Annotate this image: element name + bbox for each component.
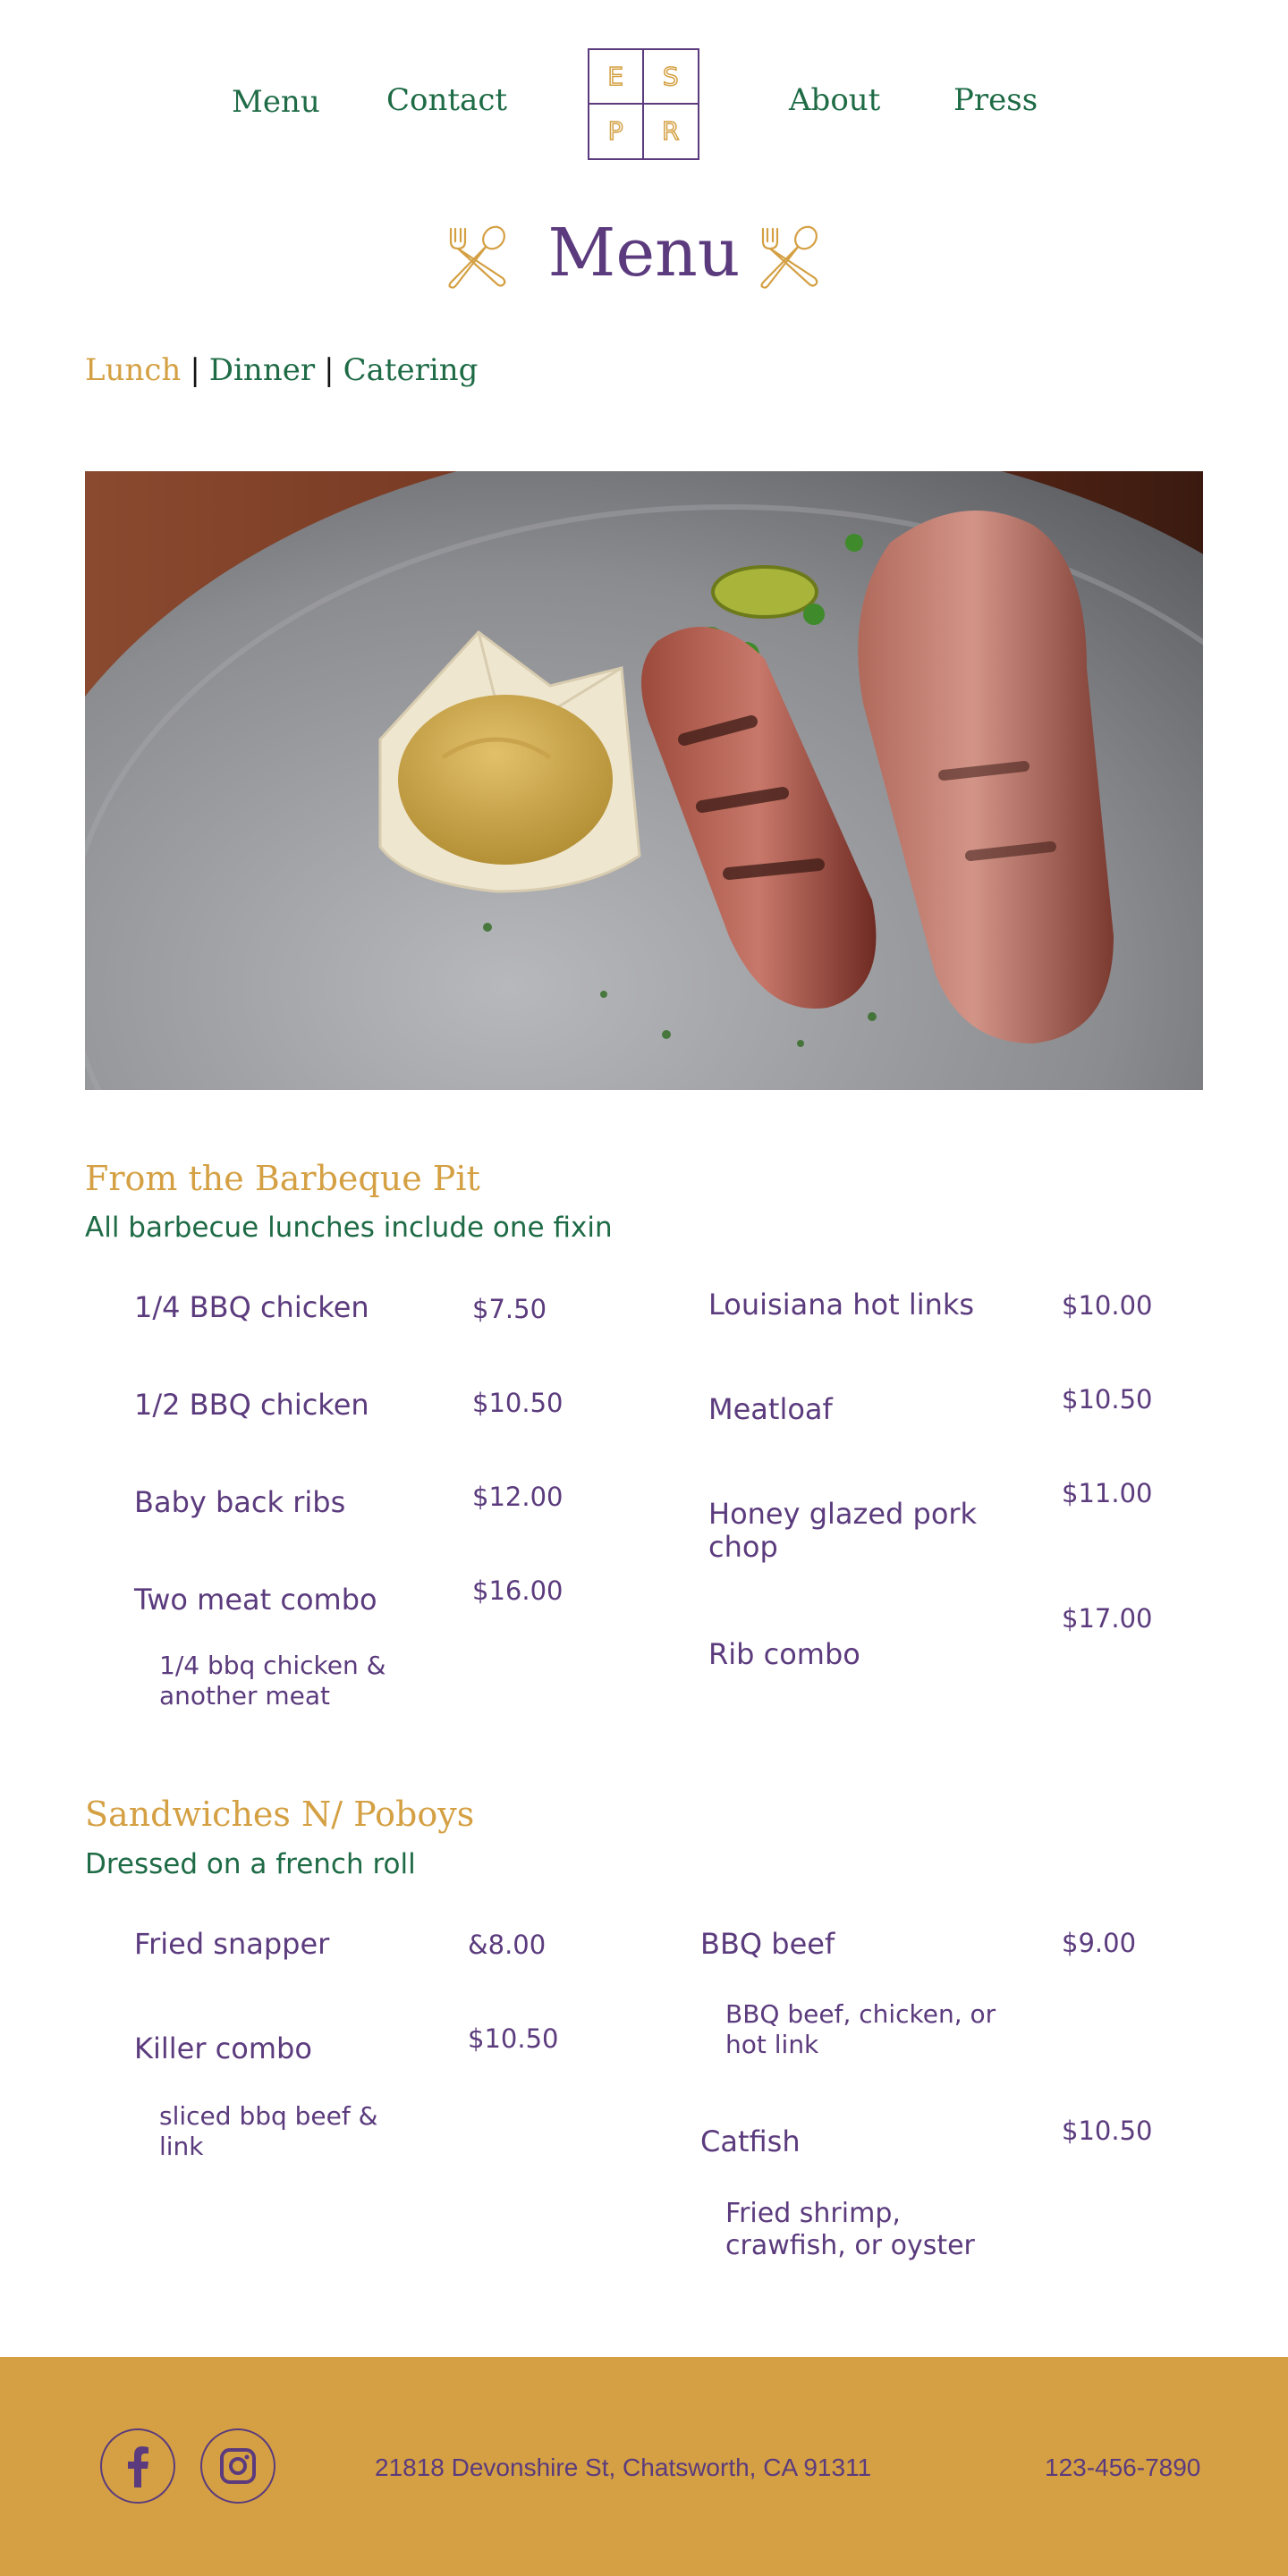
tab-lunch[interactable]: Lunch <box>85 352 182 388</box>
section-title-sandwiches: Sandwiches N/ Poboys <box>85 1795 475 1834</box>
page-title: Menu <box>547 215 741 291</box>
menu-item-description: Fried shrimp, crawfish, or oyster <box>725 2198 975 2261</box>
menu-item-name: Baby back ribs <box>134 1485 346 1519</box>
section-subtitle-sandwiches: Dressed on a french roll <box>85 1848 416 1880</box>
menu-item-name: Two meat combo <box>134 1583 377 1617</box>
menu-item-price: $16.00 <box>472 1575 564 1606</box>
menu-item-name: Catfish <box>700 2124 801 2158</box>
menu-item-price: $17.00 <box>1062 1603 1153 1634</box>
menu-item-description: sliced bbq beef & link <box>159 2101 378 2161</box>
fork-spoon-icon <box>756 224 822 290</box>
nav-about-link[interactable]: About <box>789 82 881 118</box>
nav-press-link[interactable]: Press <box>953 82 1038 118</box>
menu-item-name: 1/2 BBQ chicken <box>134 1388 369 1422</box>
menu-item-name: Killer combo <box>134 2031 312 2065</box>
menu-item-name: Fried snapper <box>134 1927 330 1961</box>
tab-separator: | <box>190 352 200 388</box>
logo-letter-r: R <box>662 116 680 147</box>
hero-food-image <box>85 471 1203 1090</box>
footer-phone[interactable]: 123-456-7890 <box>1045 2454 1201 2481</box>
logo-letter-e: E <box>589 50 644 105</box>
facebook-icon <box>120 2445 156 2487</box>
menu-item-name: Rib combo <box>708 1637 860 1671</box>
menu-item-name: Meatloaf <box>708 1392 833 1426</box>
menu-category-tabs <box>85 352 478 388</box>
tab-separator: | <box>324 352 335 388</box>
menu-item-price: $10.50 <box>472 1388 564 1418</box>
menu-item-price: &8.00 <box>468 1930 547 1960</box>
menu-item-name: Honey glazed pork chop <box>708 1497 978 1564</box>
menu-item-price: $9.00 <box>1062 1928 1137 1958</box>
menu-item-price: $10.00 <box>1062 1290 1153 1321</box>
menu-item-price: $10.50 <box>1062 1384 1153 1415</box>
tab-catering[interactable]: Catering <box>343 352 479 388</box>
menu-item-price: $7.50 <box>472 1294 547 1324</box>
logo-letter-p: P <box>589 105 644 159</box>
nav-contact-link[interactable]: Contact <box>386 82 508 118</box>
tab-dinner[interactable]: Dinner <box>208 352 316 388</box>
espr-logo[interactable] <box>588 48 699 160</box>
menu-item-price: $12.00 <box>472 1482 564 1512</box>
instagram-link[interactable] <box>200 2428 275 2504</box>
menu-item-price: $11.00 <box>1062 1478 1153 1508</box>
facebook-link[interactable] <box>100 2428 175 2504</box>
sausage-plate-illustration <box>85 471 1203 1090</box>
menu-item-description: 1/4 bbq chicken & another meat <box>159 1651 386 1710</box>
logo-letter-s: S <box>644 50 699 105</box>
instagram-icon <box>219 2447 257 2485</box>
section-subtitle-barbeque-pit: All barbecue lunches include one fixin <box>85 1212 613 1244</box>
menu-item-name: Louisiana hot links <box>708 1288 975 1322</box>
menu-item-price: $10.50 <box>468 2023 559 2054</box>
section-title-barbeque-pit: From the Barbeque Pit <box>85 1159 480 1198</box>
menu-item-price: $10.50 <box>1062 2116 1153 2146</box>
nav-menu-link[interactable]: Menu <box>232 84 320 120</box>
footer-address: 21818 Devonshire St, Chatsworth, CA 91311 <box>375 2454 872 2481</box>
menu-item-name: 1/4 BBQ chicken <box>134 1290 369 1324</box>
menu-item-description: BBQ beef, chicken, or hot link <box>725 1999 996 2059</box>
menu-item-name: BBQ beef <box>700 1927 835 1961</box>
